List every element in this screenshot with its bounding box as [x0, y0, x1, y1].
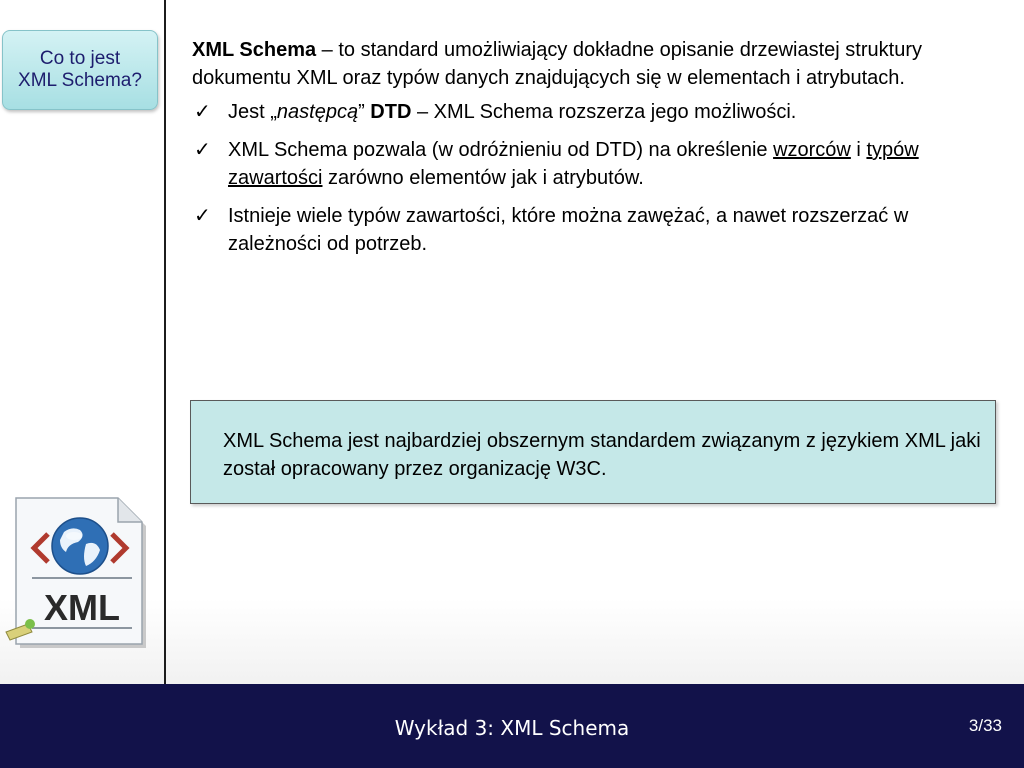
bullet-item	[192, 98, 992, 126]
main-content	[192, 36, 992, 268]
section-title-box	[2, 30, 158, 110]
bullet-text: – XML Schema rozszerza jego możliwości.	[411, 101, 797, 123]
bullet-bold: DTD	[370, 101, 412, 123]
callout-box	[190, 400, 996, 504]
intro-text: – to standard umożliwiający dokładne opisanie drzewiastej struktury dokumentu XML oraz typów danych znajdujących się w elementach i atrybutach.	[192, 39, 922, 89]
checkmark-icon: ✓	[194, 101, 211, 123]
bullet-text: Jest „	[228, 101, 277, 123]
intro-term: XML Schema	[192, 39, 317, 61]
bullet-italic: następcą	[276, 101, 359, 123]
bullet-text: i	[850, 139, 867, 161]
vertical-divider	[164, 0, 166, 684]
bullet-underline: wzorców	[773, 139, 851, 161]
bullet-underline: typów zawartości	[228, 139, 919, 189]
footer-title: Wykład 3: XML Schema	[394, 716, 630, 740]
callout-text: XML Schema jest najbardziej obszernym standardem związanym z językiem XML jaki został opracowany przez organizację W3C.	[223, 430, 981, 480]
bullet-item	[192, 136, 992, 192]
checkmark-icon: ✓	[194, 139, 211, 161]
bullet-text: zarówno elementów jak i atrybutów.	[322, 167, 644, 189]
xml-logo-text: XML	[44, 587, 120, 628]
section-title: Co to jest XML Schema?	[18, 48, 142, 91]
bullet-text: ”	[358, 101, 371, 123]
page-number: 3/33	[968, 716, 1002, 735]
bullet-text: XML Schema pozwala (w odróżnieniu od DTD) na określenie	[228, 139, 774, 161]
bullet-item	[192, 202, 992, 258]
checkmark-icon: ✓	[194, 205, 211, 227]
xml-document-globe-icon	[2, 496, 158, 652]
footer-bar	[0, 684, 1024, 768]
intro-paragraph	[192, 36, 992, 92]
bullet-text: Istnieje wiele typów zawartości, które można zawężać, a nawet rozszerzać w zależności od potrzeb.	[228, 205, 909, 255]
bullet-list	[192, 98, 992, 258]
